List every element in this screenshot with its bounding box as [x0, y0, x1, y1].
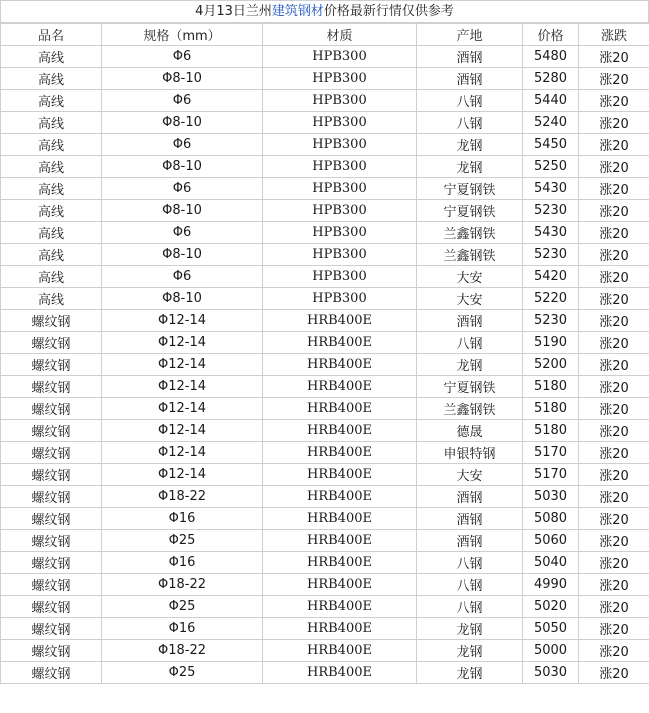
cell-price: 5200	[523, 354, 579, 376]
cell-price: 5030	[523, 486, 579, 508]
table-row	[1, 178, 649, 200]
cell-price: 5050	[523, 618, 579, 640]
cell-change: 涨20	[579, 288, 649, 310]
cell-product: 高线	[1, 134, 102, 156]
cell-product: 螺纹钢	[1, 442, 102, 464]
cell-price: 5230	[523, 310, 579, 332]
cell-product: 螺纹钢	[1, 376, 102, 398]
cell-product: 螺纹钢	[1, 332, 102, 354]
cell-change: 涨20	[579, 442, 649, 464]
table-row	[1, 288, 649, 310]
cell-price: 5440	[523, 90, 579, 112]
cell-spec: Φ8-10	[102, 200, 263, 222]
cell-material: HPB300	[263, 46, 417, 68]
cell-material: HRB400E	[263, 574, 417, 596]
cell-material: HRB400E	[263, 332, 417, 354]
cell-spec: Φ16	[102, 552, 263, 574]
cell-product: 螺纹钢	[1, 552, 102, 574]
cell-change: 涨20	[579, 178, 649, 200]
cell-product: 高线	[1, 222, 102, 244]
cell-spec: Φ6	[102, 266, 263, 288]
table-row	[1, 486, 649, 508]
table-row	[1, 90, 649, 112]
cell-product: 高线	[1, 112, 102, 134]
table-row	[1, 618, 649, 640]
cell-change: 涨20	[579, 464, 649, 486]
cell-material: HPB300	[263, 178, 417, 200]
cell-product: 高线	[1, 266, 102, 288]
cell-change: 涨20	[579, 46, 649, 68]
cell-price: 5230	[523, 244, 579, 266]
cell-spec: Φ18-22	[102, 574, 263, 596]
cell-spec: Φ16	[102, 618, 263, 640]
cell-material: HRB400E	[263, 464, 417, 486]
cell-price: 5180	[523, 376, 579, 398]
header-row	[1, 24, 649, 46]
table-row	[1, 222, 649, 244]
cell-origin: 宁夏钢铁	[417, 200, 523, 222]
cell-change: 涨20	[579, 662, 649, 684]
cell-price: 5180	[523, 398, 579, 420]
table-row	[1, 376, 649, 398]
header-price: 价格	[523, 24, 579, 46]
table-row	[1, 530, 649, 552]
table-header	[1, 24, 649, 46]
cell-material: HRB400E	[263, 618, 417, 640]
cell-product: 高线	[1, 90, 102, 112]
cell-product: 高线	[1, 68, 102, 90]
cell-spec: Φ12-14	[102, 332, 263, 354]
table-row	[1, 640, 649, 662]
cell-spec: Φ12-14	[102, 420, 263, 442]
cell-price: 5250	[523, 156, 579, 178]
cell-spec: Φ6	[102, 178, 263, 200]
cell-spec: Φ8-10	[102, 244, 263, 266]
cell-spec: Φ8-10	[102, 156, 263, 178]
table-row	[1, 112, 649, 134]
cell-spec: Φ18-22	[102, 486, 263, 508]
cell-material: HPB300	[263, 222, 417, 244]
cell-origin: 宁夏钢铁	[417, 376, 523, 398]
cell-product: 高线	[1, 46, 102, 68]
cell-material: HRB400E	[263, 508, 417, 530]
cell-origin: 兰鑫钢铁	[417, 398, 523, 420]
cell-change: 涨20	[579, 310, 649, 332]
cell-spec: Φ6	[102, 134, 263, 156]
cell-price: 5430	[523, 222, 579, 244]
cell-origin: 宁夏钢铁	[417, 178, 523, 200]
cell-change: 涨20	[579, 596, 649, 618]
cell-product: 螺纹钢	[1, 486, 102, 508]
cell-origin: 大安	[417, 288, 523, 310]
cell-origin: 龙钢	[417, 640, 523, 662]
table-row	[1, 332, 649, 354]
cell-price: 5060	[523, 530, 579, 552]
cell-change: 涨20	[579, 376, 649, 398]
cell-origin: 酒钢	[417, 530, 523, 552]
cell-product: 高线	[1, 244, 102, 266]
cell-material: HRB400E	[263, 486, 417, 508]
cell-material: HRB400E	[263, 662, 417, 684]
cell-product: 螺纹钢	[1, 596, 102, 618]
cell-spec: Φ12-14	[102, 464, 263, 486]
cell-change: 涨20	[579, 266, 649, 288]
cell-price: 5170	[523, 442, 579, 464]
cell-change: 涨20	[579, 574, 649, 596]
cell-origin: 酒钢	[417, 68, 523, 90]
table-row	[1, 200, 649, 222]
cell-spec: Φ12-14	[102, 398, 263, 420]
cell-change: 涨20	[579, 90, 649, 112]
cell-change: 涨20	[579, 618, 649, 640]
cell-origin: 申银特钢	[417, 442, 523, 464]
cell-origin: 酒钢	[417, 310, 523, 332]
cell-product: 高线	[1, 200, 102, 222]
cell-spec: Φ25	[102, 530, 263, 552]
cell-price: 5450	[523, 134, 579, 156]
cell-material: HRB400E	[263, 398, 417, 420]
cell-price: 5230	[523, 200, 579, 222]
cell-origin: 德晟	[417, 420, 523, 442]
cell-price: 5190	[523, 332, 579, 354]
cell-product: 螺纹钢	[1, 464, 102, 486]
cell-spec: Φ25	[102, 662, 263, 684]
cell-material: HPB300	[263, 68, 417, 90]
cell-origin: 兰鑫钢铁	[417, 244, 523, 266]
cell-change: 涨20	[579, 156, 649, 178]
cell-change: 涨20	[579, 398, 649, 420]
table-row	[1, 68, 649, 90]
cell-spec: Φ8-10	[102, 68, 263, 90]
cell-material: HPB300	[263, 288, 417, 310]
cell-price: 5080	[523, 508, 579, 530]
cell-product: 高线	[1, 156, 102, 178]
cell-price: 5430	[523, 178, 579, 200]
cell-material: HRB400E	[263, 640, 417, 662]
cell-change: 涨20	[579, 552, 649, 574]
cell-change: 涨20	[579, 486, 649, 508]
cell-material: HRB400E	[263, 310, 417, 332]
cell-spec: Φ12-14	[102, 354, 263, 376]
cell-origin: 大安	[417, 266, 523, 288]
header-product: 品名	[1, 24, 102, 46]
cell-origin: 龙钢	[417, 618, 523, 640]
cell-origin: 八钢	[417, 112, 523, 134]
cell-product: 螺纹钢	[1, 310, 102, 332]
cell-product: 螺纹钢	[1, 640, 102, 662]
table-row	[1, 662, 649, 684]
cell-spec: Φ6	[102, 222, 263, 244]
cell-change: 涨20	[579, 508, 649, 530]
cell-material: HRB400E	[263, 420, 417, 442]
cell-price: 5220	[523, 288, 579, 310]
cell-origin: 大安	[417, 464, 523, 486]
cell-change: 涨20	[579, 354, 649, 376]
cell-material: HPB300	[263, 156, 417, 178]
cell-change: 涨20	[579, 640, 649, 662]
cell-spec: Φ8-10	[102, 112, 263, 134]
cell-price: 5240	[523, 112, 579, 134]
cell-change: 涨20	[579, 68, 649, 90]
table-row	[1, 420, 649, 442]
cell-material: HRB400E	[263, 354, 417, 376]
cell-price: 5420	[523, 266, 579, 288]
cell-material: HRB400E	[263, 530, 417, 552]
cell-price: 5480	[523, 46, 579, 68]
table-row	[1, 156, 649, 178]
table-row	[1, 552, 649, 574]
table-row	[1, 596, 649, 618]
cell-product: 螺纹钢	[1, 618, 102, 640]
cell-product: 螺纹钢	[1, 530, 102, 552]
cell-product: 螺纹钢	[1, 508, 102, 530]
cell-spec: Φ25	[102, 596, 263, 618]
table-row	[1, 442, 649, 464]
title-suffix: 价格最新行情仅供参考	[323, 4, 454, 19]
cell-change: 涨20	[579, 244, 649, 266]
title-keyword-link[interactable]: 建筑钢材	[271, 4, 324, 19]
cell-product: 螺纹钢	[1, 662, 102, 684]
cell-origin: 八钢	[417, 596, 523, 618]
cell-product: 螺纹钢	[1, 420, 102, 442]
cell-price: 5040	[523, 552, 579, 574]
cell-origin: 酒钢	[417, 46, 523, 68]
cell-product: 螺纹钢	[1, 574, 102, 596]
cell-change: 涨20	[579, 222, 649, 244]
cell-price: 5280	[523, 68, 579, 90]
table-row	[1, 244, 649, 266]
table-row	[1, 46, 649, 68]
cell-product: 螺纹钢	[1, 398, 102, 420]
cell-spec: Φ12-14	[102, 442, 263, 464]
header-origin: 产地	[417, 24, 523, 46]
cell-product: 螺纹钢	[1, 354, 102, 376]
cell-spec: Φ8-10	[102, 288, 263, 310]
table-row	[1, 508, 649, 530]
table-row	[1, 354, 649, 376]
cell-price: 4990	[523, 574, 579, 596]
cell-origin: 八钢	[417, 574, 523, 596]
cell-origin: 龙钢	[417, 354, 523, 376]
cell-origin: 酒钢	[417, 486, 523, 508]
cell-material: HPB300	[263, 112, 417, 134]
cell-spec: Φ18-22	[102, 640, 263, 662]
table-row	[1, 310, 649, 332]
cell-spec: Φ16	[102, 508, 263, 530]
price-table	[0, 23, 649, 684]
table-title	[0, 0, 649, 23]
cell-material: HRB400E	[263, 376, 417, 398]
title-prefix: 4月13日兰州	[195, 4, 272, 19]
cell-product: 高线	[1, 288, 102, 310]
cell-origin: 八钢	[417, 332, 523, 354]
cell-material: HPB300	[263, 244, 417, 266]
cell-price: 5020	[523, 596, 579, 618]
cell-change: 涨20	[579, 530, 649, 552]
cell-price: 5030	[523, 662, 579, 684]
cell-change: 涨20	[579, 134, 649, 156]
cell-price: 5170	[523, 464, 579, 486]
cell-product: 高线	[1, 178, 102, 200]
cell-change: 涨20	[579, 200, 649, 222]
cell-origin: 兰鑫钢铁	[417, 222, 523, 244]
cell-spec: Φ12-14	[102, 310, 263, 332]
header-change: 涨跌	[579, 24, 649, 46]
cell-origin: 龙钢	[417, 156, 523, 178]
cell-origin: 八钢	[417, 90, 523, 112]
cell-spec: Φ6	[102, 90, 263, 112]
header-spec: 规格（mm）	[102, 24, 263, 46]
cell-origin: 酒钢	[417, 508, 523, 530]
cell-material: HPB300	[263, 134, 417, 156]
table-row	[1, 398, 649, 420]
cell-price: 5180	[523, 420, 579, 442]
cell-change: 涨20	[579, 420, 649, 442]
cell-material: HPB300	[263, 200, 417, 222]
table-row	[1, 574, 649, 596]
table-row	[1, 134, 649, 156]
cell-origin: 八钢	[417, 552, 523, 574]
header-material: 材质	[263, 24, 417, 46]
cell-change: 涨20	[579, 332, 649, 354]
table-row	[1, 464, 649, 486]
cell-origin: 龙钢	[417, 134, 523, 156]
cell-origin: 龙钢	[417, 662, 523, 684]
table-body	[1, 46, 649, 684]
table-row	[1, 266, 649, 288]
cell-change: 涨20	[579, 112, 649, 134]
cell-material: HRB400E	[263, 596, 417, 618]
cell-material: HPB300	[263, 90, 417, 112]
cell-material: HRB400E	[263, 442, 417, 464]
cell-material: HPB300	[263, 266, 417, 288]
cell-spec: Φ6	[102, 46, 263, 68]
cell-material: HRB400E	[263, 552, 417, 574]
cell-price: 5000	[523, 640, 579, 662]
cell-spec: Φ12-14	[102, 376, 263, 398]
